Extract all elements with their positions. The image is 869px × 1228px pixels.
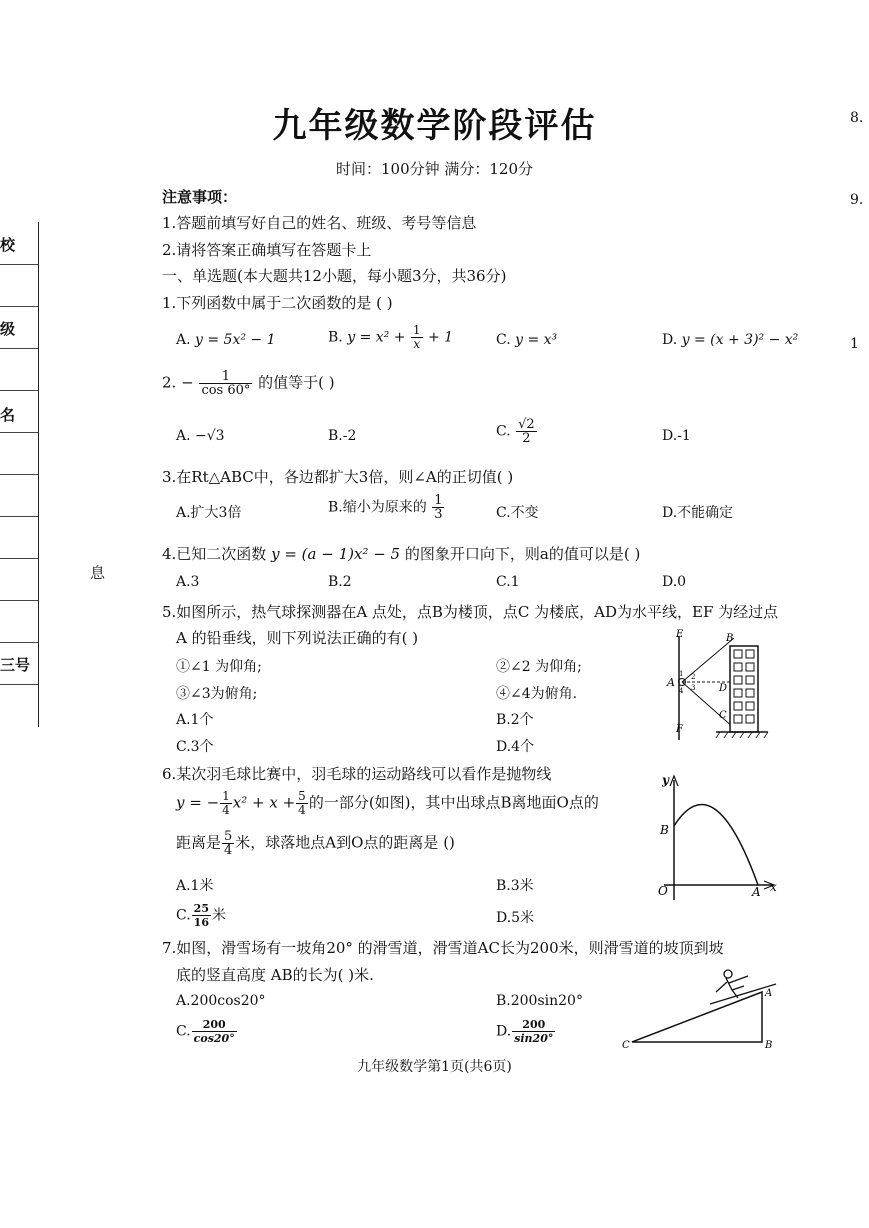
right-margin-number: 9. — [850, 192, 864, 208]
q6-option-d: D.5米 — [496, 910, 535, 926]
q5-option-d: D.4个 — [496, 739, 535, 755]
label-b: B — [765, 1040, 773, 1050]
label-c: C — [622, 1040, 630, 1050]
q1-stem: 1.下列函数中属于二次函数的是 ( ) — [162, 294, 393, 312]
q2-option-a: A. −√3 — [176, 428, 225, 444]
page-footer: 九年级数学第1页(共6页) — [357, 1059, 512, 1075]
label-o: O — [658, 884, 668, 898]
q5-statement: ④∠4为俯角. — [496, 686, 578, 702]
divider — [0, 684, 38, 685]
angle-4: 4 — [679, 687, 684, 695]
q3-stem: 3.在Rt△ABC中，各边都扩大3倍，则∠A的正切值( ) — [162, 468, 514, 486]
q2-option-c: C. $\frac{√2}{2}$ — [496, 417, 535, 446]
q2-stem: 2. − $\frac{1}{\cos 60^\circ}$ 的值等于( ) — [162, 369, 335, 398]
label-b: B — [660, 823, 669, 837]
notice-item: 1.答题前填写好自己的姓名、班级、考号等信息 — [162, 214, 477, 232]
label-d: D — [719, 683, 728, 694]
q3-option-c: C.不变 — [496, 505, 539, 521]
label-f: F — [676, 724, 683, 735]
label-a: A — [752, 885, 761, 899]
q4-option-d: D.0 — [662, 574, 687, 590]
q6-option-b: B.3米 — [496, 878, 534, 894]
q5-statement: ③∠3为俯角; — [176, 686, 258, 702]
q5-option-b: B.2个 — [496, 712, 534, 728]
q6-stem: 6.某次羽毛球比赛中，羽毛球的运动路线可以看作是抛物线 — [162, 765, 552, 783]
label-a: A — [765, 988, 773, 999]
q3-option-a: A.扩大3倍 — [176, 505, 242, 521]
divider — [0, 432, 38, 433]
q5-statement: ①∠1 为仰角; — [176, 659, 262, 675]
q6-stem-formula: y = − $\frac{1}{4}$ x² + x + $\frac{5}{4}$ 的一部分(如图)，其中出球点B离地面O点的 — [176, 789, 599, 817]
school-label: 校 — [0, 236, 16, 254]
divider — [0, 516, 38, 517]
label-c: C — [719, 710, 727, 721]
q3-option-b: B.缩小为原来的 $\frac{1}{3}$ — [328, 493, 443, 522]
angle-1: 1 — [679, 670, 684, 678]
exam-time-score: 时间：100分钟 满分：120分 — [335, 160, 534, 178]
class-label: 级 — [0, 320, 16, 338]
q3-option-d: D.不能确定 — [662, 505, 734, 521]
q5-option-a: A.1个 — [176, 712, 214, 728]
q7-option-a: A.200cos20° — [176, 993, 266, 1009]
q7-option-b: B.200sin20° — [496, 993, 583, 1009]
q7-option-d: D. $\frac{200}{\sin 20^\circ}$ — [496, 1018, 554, 1045]
divider — [0, 348, 38, 349]
q6-option-a: A.1米 — [176, 878, 214, 894]
q4-option-a: A.3 — [176, 574, 200, 590]
divider — [0, 642, 38, 643]
divider — [0, 600, 38, 601]
q5-option-c: C.3个 — [176, 739, 214, 755]
axis-x-label: x — [770, 880, 777, 894]
q4-option-b: B.2 — [328, 574, 352, 590]
divider — [0, 390, 38, 391]
q6-figure — [654, 768, 784, 908]
q7-stem: 底的竖直高度 AB的长为( )米. — [176, 966, 374, 984]
notice-item: 2.请将答案正确填写在答题卡上 — [162, 241, 372, 259]
q4-stem: 4.已知二次函数 y = (a − 1)x² − 5 的图象开口向下，则a的值可以是( ) — [162, 545, 641, 563]
q7-option-c: C. $\frac{200}{\cos 20^\circ}$ — [176, 1018, 235, 1045]
section-heading: 一、单选题(本大题共12小题，每小题3分，共36分) — [162, 267, 507, 285]
exam-number-label: 三号 — [0, 656, 31, 674]
divider — [0, 558, 38, 559]
divider — [0, 264, 38, 265]
q1-option-c: C. y = x³ — [496, 332, 558, 348]
page-title: 九年级数学阶段评估 — [272, 106, 597, 146]
right-margin-number: 1 — [850, 336, 859, 352]
sidebar-side-char: 息 — [90, 564, 106, 582]
angle-2: 2 — [691, 673, 696, 681]
q7-figure — [620, 962, 790, 1050]
q5-statement: ②∠2 为仰角; — [496, 659, 582, 675]
q1-option-b: B. y = x² + $\frac{1}{x}$ + 1 — [328, 323, 454, 351]
q5-figure — [664, 628, 774, 746]
divider — [0, 306, 38, 307]
label-e: E — [676, 629, 684, 640]
q1-option-d: D. y = (x + 3)² − x² — [662, 332, 799, 348]
divider — [0, 474, 38, 475]
notice-heading: 注意事项： — [162, 188, 238, 206]
q1-option-a: A. y = 5x² − 1 — [176, 332, 276, 348]
q6-stem-distance: 距离是 $\frac{5}{4}$ 米，球落地点A到O点的距离是 () — [176, 829, 455, 858]
label-a: A — [667, 676, 675, 689]
q2-option-d: D.-1 — [662, 428, 691, 444]
right-margin-number: 8. — [850, 110, 864, 126]
angle-3: 3 — [691, 684, 696, 692]
label-b: B — [726, 633, 734, 644]
q5-stem: 5.如图所示，热气球探测器在A 点处，点B为楼顶，点C 为楼底，AD为水平线，EF 为经过点 — [162, 603, 779, 621]
q2-option-b: B.-2 — [328, 428, 357, 444]
axis-y-label: y — [662, 773, 669, 787]
q5-stem: A 的铅垂线，则下列说法正确的有( ) — [176, 629, 419, 647]
q7-stem: 7.如图，滑雪场有一坡角20° 的滑雪道，滑雪道AC长为200米，则滑雪道的坡顶到坡 — [162, 939, 724, 957]
name-label: 名 — [0, 406, 16, 424]
binding-strip — [0, 222, 39, 727]
q6-option-c: C. $\frac{25}{16}$ 米 — [176, 902, 226, 929]
q4-option-c: C.1 — [496, 574, 520, 590]
